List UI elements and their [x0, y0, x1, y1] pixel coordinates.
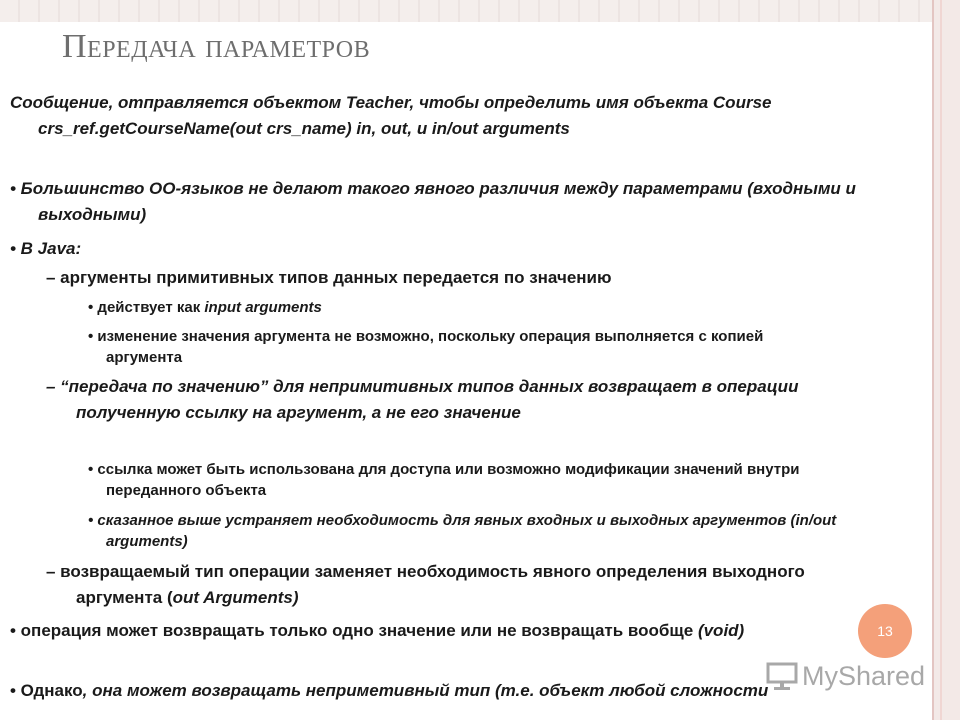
paragraph-pass-by-value: – “передача по значению” для непримитивных типов данных возвращает в операции полученную ссылку на аргумент, а не его значение: [46, 377, 799, 422]
bullet-input-arguments: • действует как input arguments: [88, 299, 322, 316]
presentation-icon: [766, 661, 798, 691]
bullet-reference-access: • ссылка может быть использована для доступа или возможно модификации значений внутри переданного объекта: [88, 461, 800, 499]
paragraph-return-type: – возвращаемый тип операции заменяет необходимость явного определения выходного аргумента (out Arguments): [46, 562, 805, 607]
decorative-right-border: [932, 0, 960, 720]
paragraph-oo-languages: • Большинство ОО-языков не делают такого явного различия между параметрами (входными и выходными): [10, 179, 856, 224]
watermark-text: MyShared: [802, 660, 926, 691]
paragraph-java: • В Java:: [10, 239, 82, 258]
bullet-no-explicit-args: • сказанное выше устраняет необходимость для явных входных и выходных аргументов (in/out arguments): [88, 512, 837, 550]
decorative-top-border: [0, 0, 960, 22]
page-number-badge: 13: [858, 604, 912, 658]
slide-title: Передача параметров: [62, 28, 371, 65]
paragraph-primitive-args: – аргументы примитивных типов данных передается по значению: [46, 268, 612, 287]
paragraph-however: • Однако, она может возвращать неприметивный тип (т.е. объект любой сложности: [10, 681, 769, 700]
paragraph-single-value: • операция может возвращать только одно значение или не возвращать вообще (void): [10, 621, 745, 640]
bullet-copy-argument: • изменение значения аргумента не возможно, поскольку операция выполняется с копией аргумента: [88, 328, 764, 366]
paragraph-message: Сообщение, отправляется объектом Teacher, чтобы определить имя объекта Course crs_ref.getCourseName(out crs_name) in, out, и in/out arguments: [10, 93, 772, 138]
watermark-logo: [766, 654, 926, 698]
